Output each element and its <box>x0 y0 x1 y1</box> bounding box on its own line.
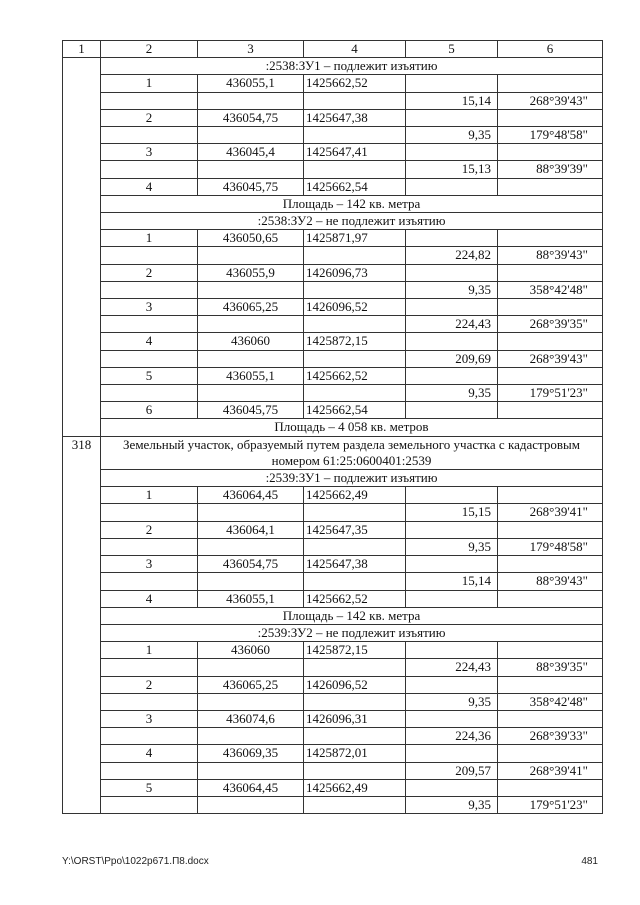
empty-cell <box>101 127 198 144</box>
empty-cell <box>498 367 603 384</box>
segment-angle: 268°39'41" <box>498 762 603 779</box>
coord-x: 436055,1 <box>198 75 304 92</box>
segment-row <box>63 659 603 676</box>
column-header: 4 <box>304 41 406 58</box>
point-number: 1 <box>101 642 198 659</box>
empty-cell <box>406 230 498 247</box>
segment-length: 9,35 <box>406 693 498 710</box>
segment-angle: 88°39'43" <box>498 573 603 590</box>
coord-x: 436045,4 <box>198 144 304 161</box>
empty-cell <box>498 75 603 92</box>
empty-cell <box>498 521 603 538</box>
segment-row <box>63 350 603 367</box>
empty-cell <box>101 385 198 402</box>
point-number: 4 <box>101 745 198 762</box>
coord-y: 1426096,52 <box>304 676 406 693</box>
point-row <box>63 642 603 659</box>
point-number: 3 <box>101 556 198 573</box>
segment-row <box>63 92 603 109</box>
segment-length: 9,35 <box>406 538 498 555</box>
empty-cell <box>304 247 406 264</box>
point-row <box>63 144 603 161</box>
empty-cell <box>498 642 603 659</box>
point-number: 3 <box>101 299 198 316</box>
point-number: 6 <box>101 402 198 419</box>
segment-length: 15,13 <box>406 161 498 178</box>
segment-row <box>63 504 603 521</box>
area-row <box>63 195 603 212</box>
coord-x: 436060 <box>198 333 304 350</box>
coord-x: 436065,25 <box>198 676 304 693</box>
column-header: 6 <box>498 41 603 58</box>
coord-x: 436045,75 <box>198 402 304 419</box>
coord-y: 1425647,38 <box>304 109 406 126</box>
coord-y: 1425871,97 <box>304 230 406 247</box>
coord-x: 436055,9 <box>198 264 304 281</box>
empty-cell <box>198 161 304 178</box>
segment-length: 9,35 <box>406 281 498 298</box>
coord-y: 1425662,49 <box>304 779 406 796</box>
point-row <box>63 556 603 573</box>
empty-cell <box>498 487 603 504</box>
coord-x: 436060 <box>198 642 304 659</box>
point-row <box>63 299 603 316</box>
column-header: 1 <box>63 41 101 58</box>
parcel-number-cell <box>63 58 101 436</box>
empty-cell <box>406 367 498 384</box>
coord-y: 1425647,41 <box>304 144 406 161</box>
segment-length: 209,69 <box>406 350 498 367</box>
empty-cell <box>304 693 406 710</box>
point-number: 2 <box>101 676 198 693</box>
segment-row <box>63 573 603 590</box>
point-row <box>63 75 603 92</box>
coord-x: 436055,1 <box>198 367 304 384</box>
empty-cell <box>498 299 603 316</box>
segment-length: 224,43 <box>406 316 498 333</box>
header-row <box>63 41 603 58</box>
coord-x: 436065,25 <box>198 299 304 316</box>
coord-x: 436064,45 <box>198 487 304 504</box>
segment-angle: 268°39'41" <box>498 504 603 521</box>
point-number: 1 <box>101 487 198 504</box>
segment-angle: 179°51'23" <box>498 385 603 402</box>
coord-x: 436050,65 <box>198 230 304 247</box>
point-row <box>63 178 603 195</box>
empty-cell <box>406 676 498 693</box>
coord-y: 1426096,73 <box>304 264 406 281</box>
empty-cell <box>101 538 198 555</box>
segment-row <box>63 281 603 298</box>
segment-length: 224,43 <box>406 659 498 676</box>
segment-angle: 268°39'43" <box>498 350 603 367</box>
point-row <box>63 676 603 693</box>
point-number: 4 <box>101 590 198 607</box>
point-row <box>63 745 603 762</box>
empty-cell <box>304 281 406 298</box>
empty-cell <box>498 109 603 126</box>
footer-file-path: Y:\ORST\Ppo\1022p671.П8.docx <box>62 856 209 867</box>
empty-cell <box>101 504 198 521</box>
parcel-number-cell: 318 <box>63 436 101 813</box>
empty-cell <box>101 92 198 109</box>
segment-row <box>63 762 603 779</box>
section-caption: :2538:ЗУ1 – подлежит изъятию <box>101 58 603 75</box>
column-header: 5 <box>406 41 498 58</box>
empty-cell <box>498 144 603 161</box>
empty-cell <box>498 230 603 247</box>
segment-angle: 179°48'58" <box>498 127 603 144</box>
empty-cell <box>304 92 406 109</box>
point-number: 1 <box>101 75 198 92</box>
area-row <box>63 419 603 436</box>
section-caption: :2539:ЗУ1 – подлежит изъятию <box>101 470 603 487</box>
area-caption: Площадь – 4 058 кв. метров <box>101 419 603 436</box>
coord-y: 1425647,38 <box>304 556 406 573</box>
segment-angle: 179°48'58" <box>498 538 603 555</box>
segment-row <box>63 796 603 813</box>
segment-row <box>63 316 603 333</box>
coordinates-table <box>62 40 603 814</box>
point-number: 2 <box>101 521 198 538</box>
empty-cell <box>406 642 498 659</box>
empty-cell <box>198 385 304 402</box>
section-caption: :2538:ЗУ2 – не подлежит изъятию <box>101 213 603 230</box>
empty-cell <box>101 350 198 367</box>
empty-cell <box>198 693 304 710</box>
coord-x: 436054,75 <box>198 109 304 126</box>
empty-cell <box>304 728 406 745</box>
empty-cell <box>406 745 498 762</box>
empty-cell <box>498 178 603 195</box>
coord-y: 1425872,15 <box>304 642 406 659</box>
empty-cell <box>498 745 603 762</box>
coord-y: 1426096,52 <box>304 299 406 316</box>
section-caption-row <box>63 470 603 487</box>
parcel-title-row <box>63 436 603 469</box>
coord-y: 1425662,52 <box>304 367 406 384</box>
empty-cell <box>304 127 406 144</box>
segment-angle: 88°39'39" <box>498 161 603 178</box>
empty-cell <box>406 590 498 607</box>
point-row <box>63 109 603 126</box>
empty-cell <box>198 316 304 333</box>
empty-cell <box>406 178 498 195</box>
point-number: 1 <box>101 230 198 247</box>
empty-cell <box>406 333 498 350</box>
empty-cell <box>406 75 498 92</box>
section-caption: :2539:ЗУ2 – не подлежит изъятию <box>101 624 603 641</box>
empty-cell <box>101 316 198 333</box>
point-number: 4 <box>101 178 198 195</box>
segment-row <box>63 728 603 745</box>
empty-cell <box>198 350 304 367</box>
segment-row <box>63 161 603 178</box>
coord-y: 1426096,31 <box>304 710 406 727</box>
empty-cell <box>198 247 304 264</box>
empty-cell <box>304 573 406 590</box>
point-row <box>63 230 603 247</box>
empty-cell <box>198 728 304 745</box>
coord-y: 1425872,01 <box>304 745 406 762</box>
point-number: 3 <box>101 144 198 161</box>
coord-x: 436055,1 <box>198 590 304 607</box>
segment-row <box>63 538 603 555</box>
empty-cell <box>498 333 603 350</box>
area-row <box>63 607 603 624</box>
point-row <box>63 402 603 419</box>
empty-cell <box>406 521 498 538</box>
coord-x: 436045,75 <box>198 178 304 195</box>
empty-cell <box>101 659 198 676</box>
empty-cell <box>101 161 198 178</box>
section-caption-row <box>63 624 603 641</box>
empty-cell <box>101 762 198 779</box>
empty-cell <box>304 350 406 367</box>
empty-cell <box>406 299 498 316</box>
empty-cell <box>101 247 198 264</box>
segment-length: 209,57 <box>406 762 498 779</box>
column-header: 2 <box>101 41 198 58</box>
empty-cell <box>304 316 406 333</box>
segment-length: 9,35 <box>406 385 498 402</box>
empty-cell <box>406 487 498 504</box>
empty-cell <box>498 556 603 573</box>
segment-angle: 268°39'43" <box>498 92 603 109</box>
empty-cell <box>406 264 498 281</box>
empty-cell <box>304 161 406 178</box>
area-caption: Площадь – 142 кв. метра <box>101 607 603 624</box>
empty-cell <box>498 402 603 419</box>
point-number: 5 <box>101 779 198 796</box>
coord-y: 1425662,49 <box>304 487 406 504</box>
point-row <box>63 333 603 350</box>
empty-cell <box>304 385 406 402</box>
empty-cell <box>304 762 406 779</box>
empty-cell <box>406 710 498 727</box>
empty-cell <box>406 556 498 573</box>
segment-angle: 358°42'48" <box>498 281 603 298</box>
segment-angle: 88°39'43" <box>498 247 603 264</box>
section-caption-row <box>63 213 603 230</box>
coord-y: 1425872,15 <box>304 333 406 350</box>
segment-length: 9,35 <box>406 796 498 813</box>
segment-angle: 88°39'35" <box>498 659 603 676</box>
segment-angle: 179°51'23" <box>498 796 603 813</box>
coord-y: 1425647,35 <box>304 521 406 538</box>
empty-cell <box>198 762 304 779</box>
empty-cell <box>498 264 603 281</box>
empty-cell <box>198 504 304 521</box>
empty-cell <box>406 144 498 161</box>
footer-page-number: 481 <box>581 856 598 867</box>
empty-cell <box>198 659 304 676</box>
point-row <box>63 590 603 607</box>
empty-cell <box>198 573 304 590</box>
point-row <box>63 367 603 384</box>
segment-angle: 268°39'33" <box>498 728 603 745</box>
empty-cell <box>101 796 198 813</box>
empty-cell <box>406 402 498 419</box>
segment-row <box>63 693 603 710</box>
empty-cell <box>498 779 603 796</box>
segment-length: 9,35 <box>406 127 498 144</box>
segment-row <box>63 247 603 264</box>
point-number: 3 <box>101 710 198 727</box>
empty-cell <box>198 538 304 555</box>
parcel-title: Земельный участок, образуемый путем раздела земельного участка с кадастровым номером 61:25:0600401:2539 <box>101 436 603 469</box>
segment-length: 224,82 <box>406 247 498 264</box>
segment-length: 15,15 <box>406 504 498 521</box>
point-number: 2 <box>101 264 198 281</box>
empty-cell <box>406 109 498 126</box>
segment-length: 224,36 <box>406 728 498 745</box>
empty-cell <box>498 710 603 727</box>
point-row <box>63 779 603 796</box>
point-number: 4 <box>101 333 198 350</box>
empty-cell <box>198 127 304 144</box>
empty-cell <box>304 504 406 521</box>
empty-cell <box>406 779 498 796</box>
coord-y: 1425662,52 <box>304 75 406 92</box>
coord-y: 1425662,54 <box>304 178 406 195</box>
point-number: 5 <box>101 367 198 384</box>
point-row <box>63 487 603 504</box>
empty-cell <box>304 538 406 555</box>
coord-x: 436054,75 <box>198 556 304 573</box>
point-row <box>63 710 603 727</box>
coord-y: 1425662,52 <box>304 590 406 607</box>
segment-angle: 268°39'35" <box>498 316 603 333</box>
empty-cell <box>304 796 406 813</box>
point-number: 2 <box>101 109 198 126</box>
coord-y: 1425662,54 <box>304 402 406 419</box>
area-caption: Площадь – 142 кв. метра <box>101 195 603 212</box>
empty-cell <box>498 590 603 607</box>
coord-x: 436064,45 <box>198 779 304 796</box>
section-caption-row <box>63 58 603 75</box>
point-row <box>63 521 603 538</box>
segment-row <box>63 385 603 402</box>
empty-cell <box>101 693 198 710</box>
segment-row <box>63 127 603 144</box>
segment-angle: 358°42'48" <box>498 693 603 710</box>
empty-cell <box>101 281 198 298</box>
empty-cell <box>198 281 304 298</box>
coord-x: 436069,35 <box>198 745 304 762</box>
coord-x: 436074,6 <box>198 710 304 727</box>
coord-x: 436064,1 <box>198 521 304 538</box>
empty-cell <box>101 573 198 590</box>
empty-cell <box>198 796 304 813</box>
empty-cell <box>101 728 198 745</box>
segment-length: 15,14 <box>406 92 498 109</box>
empty-cell <box>198 92 304 109</box>
empty-cell <box>498 676 603 693</box>
point-row <box>63 264 603 281</box>
segment-length: 15,14 <box>406 573 498 590</box>
empty-cell <box>304 659 406 676</box>
column-header: 3 <box>198 41 304 58</box>
